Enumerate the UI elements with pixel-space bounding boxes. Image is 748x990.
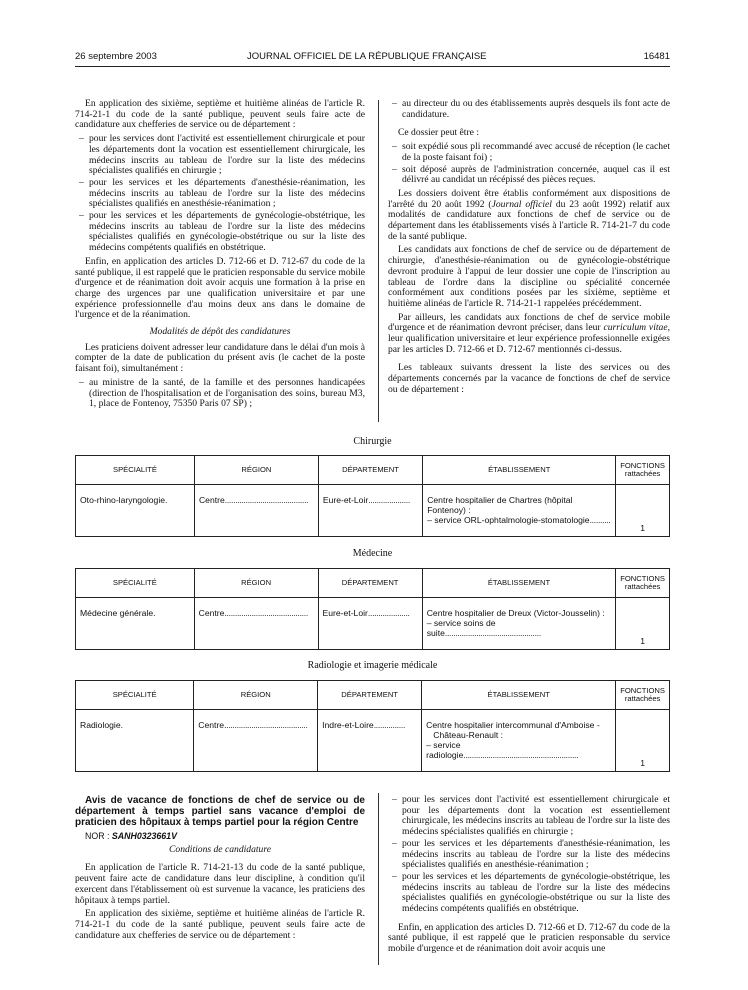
cell-departement: Eure-et-Loir.................... xyxy=(318,598,422,650)
dispatch-list xyxy=(388,142,670,186)
list-item: – soit déposé auprès de l'administration concernée, auquel cas il est délivré au candidat un récépissé des pièces reçues. xyxy=(388,165,670,186)
table-caption-medecine: Médecine xyxy=(352,548,393,559)
list-item: – pour les services et les départements de gynécologie-obstétrique, les médecins inscrits au tableau de l'ordre sur la liste des médecins spécialistes qualifiés en gynécologie-obstétrique ou sur la liste des médecins compétents qualifiés en obstétrique. xyxy=(75,211,365,254)
notice-title: Avis de vacance de fonctions de chef de service ou de département à temps partiel sans vacance d'emploi de praticien des hôpitaux à temps partiel pour la région Centre xyxy=(75,795,365,828)
header-journal-title: JOURNAL OFFICIEL DE LA RÉPUBLIQUE FRANÇAISE xyxy=(247,51,487,62)
cell-fonctions: 1 xyxy=(616,598,670,650)
cell-fonctions: 1 xyxy=(616,485,670,537)
cell-etablissement: Centre hospitalier de Dreux (Victor-Jousselin) : – service soins de suite.............................................. xyxy=(422,598,616,650)
column-header: FONCTIONS rattachées xyxy=(616,456,670,485)
table-caption-chirurgie: Chirurgie xyxy=(353,436,392,447)
column-divider xyxy=(378,793,379,965)
paragraph: En application des sixième, septième et huitième alinéas de l'article R. 714-21-1 du code de la santé publique, peuvent seuls faire acte de candidature aux chefferies de service ou de département : xyxy=(75,98,365,131)
running-header xyxy=(75,52,670,64)
table-row xyxy=(76,485,670,537)
conditions-list xyxy=(75,134,365,254)
vacancy-table-medecine xyxy=(75,568,670,650)
header-rule xyxy=(75,66,670,67)
paragraph: Enfin, en application des articles D. 712-66 et D. 712-67 du code de la santé publique, il est rappelé que le praticien responsable du service mobile d'urgence et de réanimation doit avoir acquis une xyxy=(388,921,670,955)
paragraph: Les dossiers doivent être établis conformément aux dispositions de l'arrêté du 20 août 1992 (Journal officiel du 23 août 1992) relatif aux modalités de candidature aux fonctions de chef de service ou de département dans les établissements visés à l'article R. 714-21-7 du code de la santé publique. xyxy=(388,187,670,242)
avis-column xyxy=(75,795,365,944)
lower-right-column xyxy=(388,795,670,958)
column-header: DÉPARTEMENT xyxy=(318,456,422,485)
list-item: – pour les services et les départements d'anesthésie-réanimation, les médecins inscrits au tableau de l'ordre sur la liste des médecins spécialistes qualifiés en anesthésie-réanimation ; xyxy=(388,839,670,871)
column-header: FONCTIONS rattachées xyxy=(616,569,670,598)
list-item: – au ministre de la santé, de la famille et des personnes handicapées (direction de l'hospitalisation et de l'organisation des soins, bureau M3, 1, place de Fontenoy, 75350 Paris 07 SP) ; xyxy=(75,378,365,410)
paragraph: En application des sixième, septième et huitième alinéas de l'article R. 714-21-1 du code de la santé publique, peuvent seuls faire acte de candidature aux chefferies de service ou de département : xyxy=(75,908,365,941)
cell-specialite: Oto-rhino-laryngologie. xyxy=(76,485,195,537)
paragraph: Les tableaux suivants dressent la liste des services ou des départements concernés par la vacance de fonctions de chef de service ou de département : xyxy=(388,362,670,395)
cell-specialite: Radiologie. xyxy=(76,710,194,772)
nor-reference: NOR : SANH0323661V xyxy=(85,831,177,841)
list-item: – pour les services dont l'activité est essentiellement chirurgicale et pour les départements dont la vocation est essentiellement chirurgicale, les médecins inscrits au tableau de l'ordre sur la liste des médecins spécialistes qualifiés en chirurgie ; xyxy=(388,795,670,838)
table-row xyxy=(76,598,670,650)
list-item: – pour les services et les départements d'anesthésie-réanimation, les médecins inscrits au tableau de l'ordre sur la liste des médecins spécialistes qualifiés en anesthésie-réanimation ; xyxy=(75,178,365,210)
section-heading: Modalités de dépôt des candidatures xyxy=(149,326,291,338)
table-caption-radiologie: Radiologie et imagerie médicale xyxy=(307,660,438,671)
cell-fonctions: 1 xyxy=(616,710,670,772)
column-header: ÉTABLISSEMENT xyxy=(422,681,616,710)
cell-departement: Eure-et-Loir.................... xyxy=(318,485,422,537)
left-column xyxy=(75,99,365,413)
column-header: DÉPARTEMENT xyxy=(318,569,422,598)
vacancy-table-chirurgie xyxy=(75,455,670,537)
paragraph: Les candidats aux fonctions de chef de service ou de département de chirurgie, d'anesthésie-réanimation ou de gynécologie-obstétrique devront produire à l'appui de leur dossier une copie de l'inscription au tableau de l'ordre dans la discipline ou spécialité concernée conformément aux conditions posées par les sixième, septième et huitième alinéas de l'article R. 714-21-1 rappelées précédemment. xyxy=(388,244,670,309)
cell-etablissement: Centre hospitalier de Chartres (hôpital Fontenoy) : – service ORL-ophtalmologie-stomatologie.......... xyxy=(423,485,616,537)
cell-specialite: Médecine générale. xyxy=(76,598,195,650)
column-header: DÉPARTEMENT xyxy=(318,681,422,710)
cell-departement: Indre-et-Loire............... xyxy=(318,710,422,772)
paragraph: Ce dossier peut être : xyxy=(398,127,479,139)
paragraph: En application de l'article R. 714-21-13 du code de la santé publique, peuvent faire acte de candidature dans leur discipline, à condition qu'il exercent dans l'établissement où est survenue la vacance, les praticiens des hôpitaux à temps partiel. xyxy=(75,862,365,906)
vacancy-table-radiologie xyxy=(75,680,670,772)
paragraph: Les praticiens doivent adresser leur candidature dans le délai d'un mois à compter de la date de publication du présent avis (le cachet de la poste faisant foi), simultanément : xyxy=(75,341,365,375)
paragraph: Par ailleurs, les candidats aux fonctions de chef de service mobile d'urgence et de réanimation devront préciser, dans leur curriculum vitae, leur qualification universitaire et leur expérience professionnelle exigées par les articles D. 712-66 et D. 712-67 mentionnés ci-dessus. xyxy=(388,311,670,355)
column-divider xyxy=(378,100,379,422)
paragraph: Enfin, en application des articles D. 712-66 et D. 712-67 du code de la santé publique, il est rappelé que le praticien responsable du service mobile d'urgence et de réanimation doit avoir acquis une formation à la prise en charge des urgences par une qualification universitaire et par une expérience professionnelle d'au moins deux ans dans le domaine de l'urgence et de la réanimation. xyxy=(75,255,365,321)
list-item: – pour les services et les départements de gynécologie-obstétrique, les médecins inscrits au tableau de l'ordre sur la liste des médecins spécialistes qualifiés en gynécologie-obstétrique ou sur la liste des médecins compétents qualifiés en obstétrique. xyxy=(388,872,670,915)
column-header: RÉGION xyxy=(194,681,318,710)
column-header: FONCTIONS rattachées xyxy=(616,681,670,710)
recipients-list-continued xyxy=(388,99,670,120)
list-item: – soit expédié sous pli recommandé avec accusé de réception (le cachet de la poste faisant foi) ; xyxy=(388,142,670,163)
right-column xyxy=(388,99,670,399)
recipients-list xyxy=(75,378,365,410)
column-header: ÉTABLISSEMENT xyxy=(422,569,616,598)
header-page-number: 16481 xyxy=(643,51,670,62)
section-heading: Conditions de candidature xyxy=(169,843,271,855)
column-header: SPÉCIALITÉ xyxy=(76,456,195,485)
cell-region: Centre........................................ xyxy=(194,598,318,650)
list-item: – pour les services dont l'activité est essentiellement chirurgicale et pour les départements dont la vocation est essentiellement chirurgicale, les médecins inscrits au tableau de l'ordre sur la liste des médecins spécialistes qualifiés en chirurgie ; xyxy=(75,134,365,177)
table-row xyxy=(76,710,670,772)
column-header: SPÉCIALITÉ xyxy=(76,681,194,710)
column-header: SPÉCIALITÉ xyxy=(76,569,195,598)
column-header: RÉGION xyxy=(194,569,318,598)
header-date: 26 septembre 2003 xyxy=(75,51,157,62)
list-item: – au directeur du ou des établissements auprès desquels ils font acte de candidature. xyxy=(388,99,670,120)
cell-region: Centre........................................ xyxy=(194,485,318,537)
cell-region: Centre........................................ xyxy=(194,710,318,772)
cell-etablissement: Centre hospitalier intercommunal d'Amboise - Château-Renault : – service radiologie....................................................... xyxy=(422,710,616,772)
column-header: RÉGION xyxy=(194,456,318,485)
column-header: ÉTABLISSEMENT xyxy=(423,456,616,485)
conditions-list xyxy=(388,795,670,915)
